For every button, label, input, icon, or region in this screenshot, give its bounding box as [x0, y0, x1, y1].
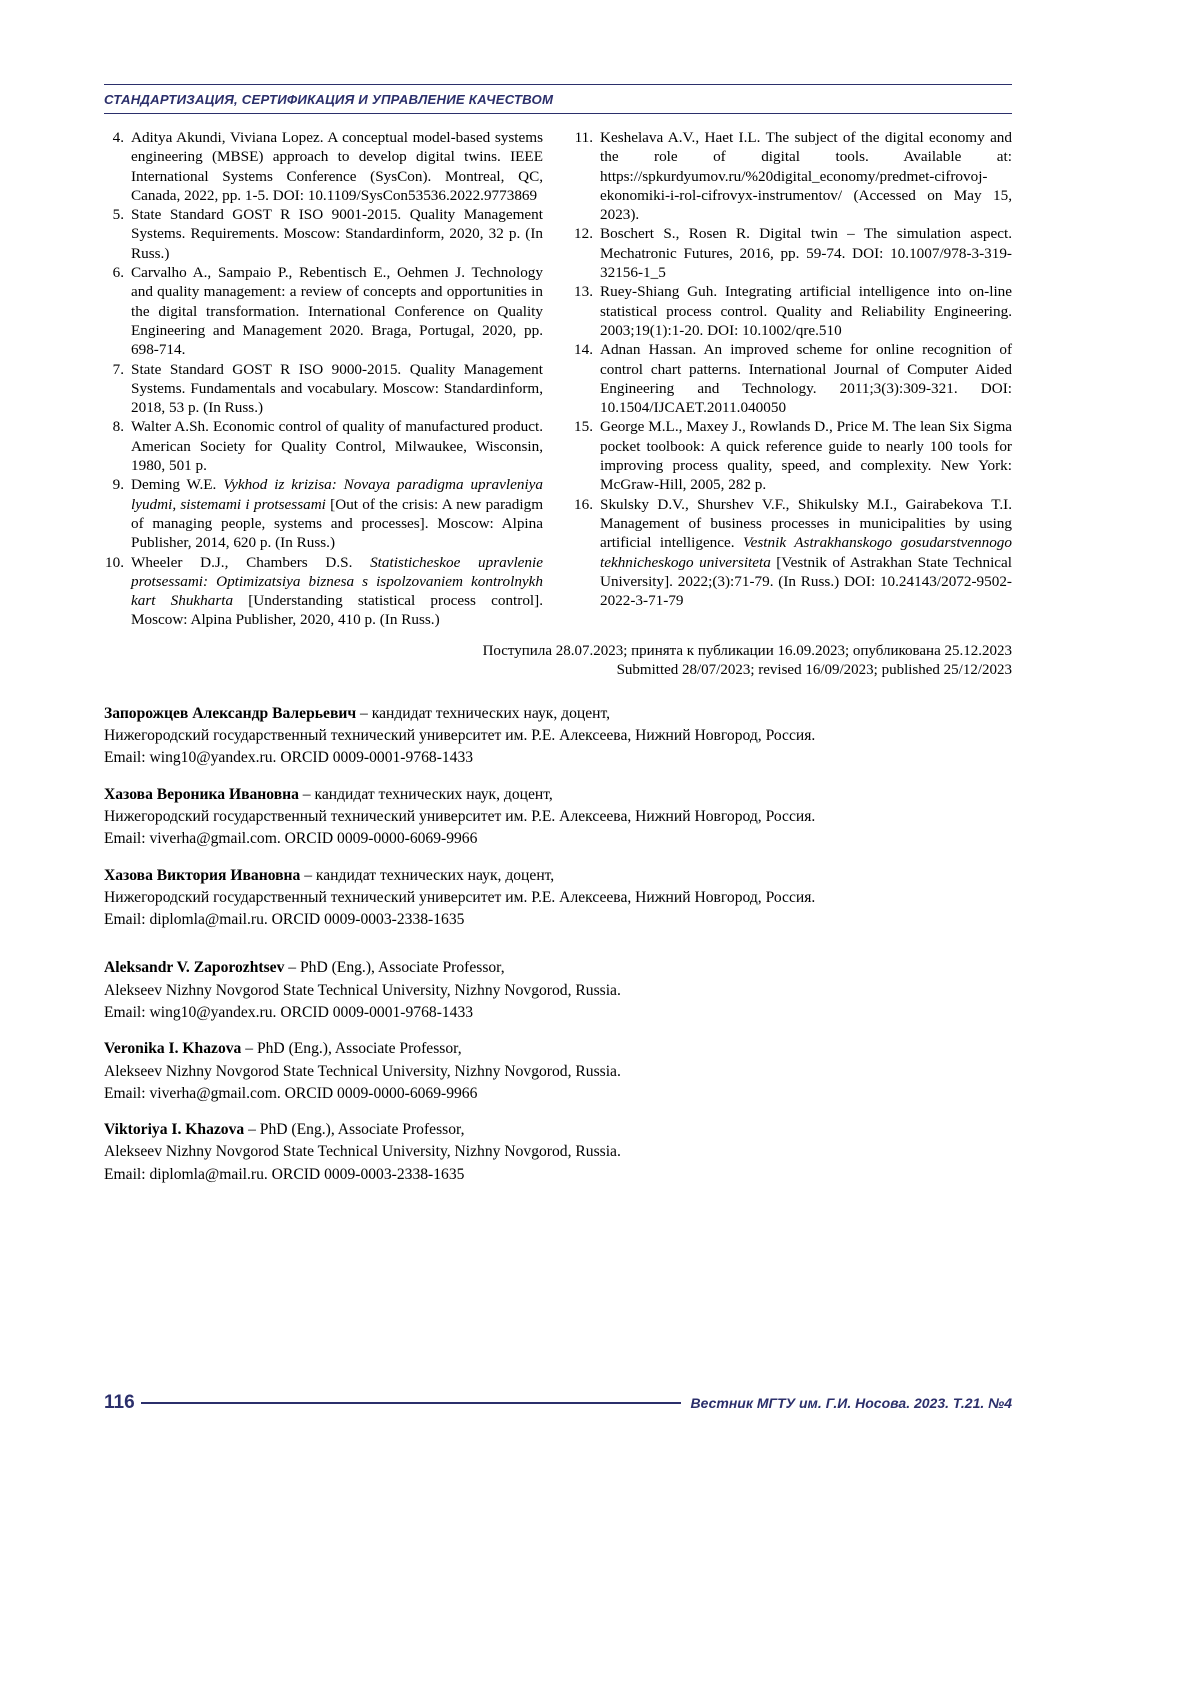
reference-text: Carvalho A., Sampaio P., Rebentisch E., Oehmen J. Technology and quality management: a review of concepts and opportunities in the digital transformation. International Conference on Quality Engineering and Management 2020. Braga, Portugal, 2020, pp. 698-714.: [131, 264, 543, 359]
reference-item: [573, 417, 1012, 494]
author-affiliation: Alekseev Nizhny Novgorod State Technical University, Nizhny Novgorod, Russia.: [104, 1143, 621, 1161]
reference-item: [573, 128, 1012, 224]
author-affiliation: Нижегородский государственный технический университет им. Р.Е. Алексеева, Нижний Новгород, Россия.: [104, 888, 816, 906]
author-name-line: [104, 703, 1012, 725]
reference-text: State Standard GOST R ISO 9001-2015. Quality Management Systems. Requirements. Moscow: Standardinform, 2020, 32 p. (In Russ.): [131, 206, 543, 262]
reference-text-span: Wheeler D.J., Chambers D.S.: [131, 553, 371, 571]
author-affiliation: Нижегородский государственный технический университет им. Р.Е. Алексеева, Нижний Новгород, Россия.: [104, 727, 816, 745]
reference-list-left: [104, 128, 543, 630]
reference-item: [104, 263, 543, 359]
author-name-line: [104, 1119, 1012, 1141]
reference-text-span: Deming W.E.: [131, 476, 224, 494]
author-title: – кандидат технических наук, доцент,: [298, 785, 553, 803]
author-block-en: [104, 957, 1012, 1024]
author-contact: Email: diplomla@mail.ru. ORCID 0009-0003-2338-1635: [104, 1165, 465, 1183]
reference-number: 5.: [112, 206, 124, 224]
authors-ru-list: [104, 703, 1012, 932]
header-bottom-rule: [104, 113, 1012, 114]
reference-text: Aditya Akundi, Viviana Lopez. A conceptual model-based systems engineering (MBSE) approach to develop digital twins. IEEE International Systems Conference (SysCon). Montreal, QC, Canada, 2022, pp. 1-5. DOI: 10.1109/SysCon53536.2022.9773869: [131, 129, 543, 204]
author-name-line: [104, 784, 1012, 806]
reference-text: Boschert S., Rosen R. Digital twin – The simulation aspect. Mechatronic Futures, 2016, pp. 59-74. DOI: 10.1007/978-3-319-32156-1_5: [600, 225, 1012, 282]
author-contact: Email: diplomla@mail.ru. ORCID 0009-0003-2338-1635: [104, 911, 465, 929]
reference-text: Keshelava A.V., Haet I.L. The subject of the digital economy and the role of digital tools. Available at: https://spkurdyumov.ru/%20digital_economy/predmet-cifrovoj-ekonomiki-i-rol-cifrovyx-instrumentov/ (Accessed on May 15, 2023).: [600, 129, 1012, 224]
reference-text: George M.L., Maxey J., Rowlands D., Price M. The lean Six Sigma pocket toolbook: A quick reference guide to nearly 100 tools for improving process quality, speed, and complexity. New York: McGraw-Hill, 2005, 282 p.: [600, 418, 1012, 494]
author-title: – PhD (Eng.), Associate Professor,: [284, 959, 505, 977]
running-head: СТАНДАРТИЗАЦИЯ, СЕРТИФИКАЦИЯ И УПРАВЛЕНИЕ КАЧЕСТВОМ: [104, 92, 554, 107]
author-affiliation: Alekseev Nizhny Novgorod State Technical University, Nizhny Novgorod, Russia.: [104, 1062, 621, 1080]
reference-item: [104, 475, 543, 552]
authors-en-list: [104, 957, 1012, 1186]
author-title: – кандидат технических наук, доцент,: [356, 704, 611, 722]
reference-item: [104, 128, 543, 205]
author-name: Хазова Вероника Ивановна: [104, 785, 299, 803]
reference-item: [573, 282, 1012, 340]
reference-text-span: Skulsky D.V., Shurshev V.F., Shikulsky M.I., Gairabekova T.I. Management of business processes in municipalities by using artificial intelligence.: [600, 495, 1012, 552]
reference-title-italic: Vykhod iz krizisa: Novaya paradigma upravleniya lyudmi, sistemami i protsessami: [131, 476, 544, 513]
reference-item: [104, 553, 543, 630]
reference-title-italic: Vestnik Astrakhanskogo gosudarstvennogo tekhnicheskogo universiteta: [600, 534, 1012, 571]
reference-number: 14.: [574, 341, 593, 359]
page-number: 116: [104, 1392, 135, 1413]
reference-number: 11.: [574, 129, 593, 146]
reference-number: 8.: [112, 418, 124, 436]
reference-item: [104, 360, 543, 418]
reference-number: 10.: [105, 553, 124, 571]
reference-number: 15.: [574, 418, 593, 436]
author-block-en: [104, 1038, 1012, 1105]
reference-item: [573, 495, 1012, 611]
reference-title-italic: Statisticheskoe upravlenie protsessami: Optimizatsiya biznesa s ispolzovaniem kontrolnykh kart Shukharta: [131, 553, 543, 610]
author-name: Запорожцев Александр Валерьевич: [104, 704, 357, 722]
author-name: Viktoriya I. Khazova: [104, 1121, 245, 1139]
reference-text: [131, 475, 543, 552]
reference-item: [104, 417, 543, 475]
journal-citation: Вестник МГТУ им. Г.И. Носова. 2023. Т.21. №4: [690, 1395, 1012, 1411]
reference-text: Ruey-Shiang Guh. Integrating artificial intelligence into on-line statistical process control. Quality and Reliability Engineering. 2003;19(1):1-20. DOI: 10.1002/qre.510: [600, 283, 1012, 339]
reference-number: 13.: [574, 283, 593, 301]
footer-rule: [141, 1402, 681, 1404]
author-affiliation: Нижегородский государственный технический университет им. Р.Е. Алексеева, Нижний Новгород, Россия.: [104, 807, 816, 825]
reference-number: 16.: [574, 495, 593, 513]
author-name-line: [104, 1038, 1012, 1060]
author-name: Veronika I. Khazova: [104, 1040, 242, 1058]
reference-text: State Standard GOST R ISO 9000-2015. Quality Management Systems. Fundamentals and vocabulary. Moscow: Standardinform, 2018, 53 p. (In Russ.): [131, 360, 543, 417]
reference-number: 6.: [112, 264, 124, 282]
two-column-body: [104, 128, 1012, 630]
reference-number: 4.: [112, 129, 124, 146]
author-name: Aleksandr V. Zaporozhtsev: [104, 959, 285, 977]
submitted-date-ru: Поступила 28.07.2023; принята к публикации 16.09.2023; опубликована 25.12.2023: [482, 642, 1012, 659]
reference-text: [600, 495, 1012, 611]
author-title: – PhD (Eng.), Associate Professor,: [241, 1040, 462, 1058]
author-title: – PhD (Eng.), Associate Professor,: [244, 1121, 465, 1139]
submitted-date-en: Submitted 28/07/2023; revised 16/09/2023; published 25/12/2023: [616, 662, 1012, 679]
author-name-line: [104, 865, 1012, 887]
right-column: [573, 128, 1012, 630]
reference-list-right: [573, 128, 1012, 610]
reference-item: [104, 205, 543, 263]
reference-text: Walter A.Sh. Economic control of quality of manufactured product. American Society for Quality Control, Milwaukee, Wisconsin, 1980, 501 p.: [131, 418, 543, 475]
reference-text-span: [Vestnik of Astrakhan State Technical University]. 2022;(3):71-79. (In Russ.) DOI: 10.24143/2072-9502-2022-3-71-79: [600, 553, 1012, 610]
author-block-en: [104, 1119, 1012, 1186]
author-contact: Email: wing10@yandex.ru. ORCID 0009-0001-9768-1433: [104, 749, 474, 767]
reference-text: Adnan Hassan. An improved scheme for online recognition of control chart patterns. International Journal of Computer Aided Engineering and Technology. 2011;3(3):309-321. DOI: 10.1504/IJCAET.2011.040050: [600, 341, 1012, 417]
page-content: [104, 84, 1012, 1200]
reference-number: 9.: [112, 476, 124, 494]
reference-text: [131, 553, 543, 630]
reference-number: 12.: [574, 225, 593, 243]
author-block-ru: [104, 784, 1012, 851]
reference-text-span: [Understanding statistical process control]. Moscow: Alpina Publisher, 2020, 410 p. (In Russ.): [131, 592, 543, 629]
publication-dates: [104, 642, 1012, 681]
author-name-line: [104, 957, 1012, 979]
author-contact: Email: wing10@yandex.ru. ORCID 0009-0001-9768-1433: [104, 1003, 474, 1021]
left-column: [104, 128, 543, 630]
page-footer: [104, 1392, 1012, 1414]
author-block-ru: [104, 865, 1012, 932]
reference-number: 7.: [112, 360, 124, 378]
author-name: Хазова Виктория Ивановна: [104, 866, 301, 884]
author-affiliation: Alekseev Nizhny Novgorod State Technical University, Nizhny Novgorod, Russia.: [104, 981, 621, 999]
reference-item: [573, 224, 1012, 282]
author-block-ru: [104, 703, 1012, 770]
reference-item: [573, 340, 1012, 417]
reference-text-span: [Out of the crisis: A new paradigm of managing people, systems and processes]. Moscow: Alpina Publisher, 2014, 620 p. (In Russ.): [131, 495, 544, 552]
author-title: – кандидат технических наук, доцент,: [300, 866, 555, 884]
author-contact: Email: viverha@gmail.com. ORCID 0009-0000-6069-9966: [104, 1084, 478, 1102]
author-contact: Email: viverha@gmail.com. ORCID 0009-0000-6069-9966: [104, 830, 478, 848]
